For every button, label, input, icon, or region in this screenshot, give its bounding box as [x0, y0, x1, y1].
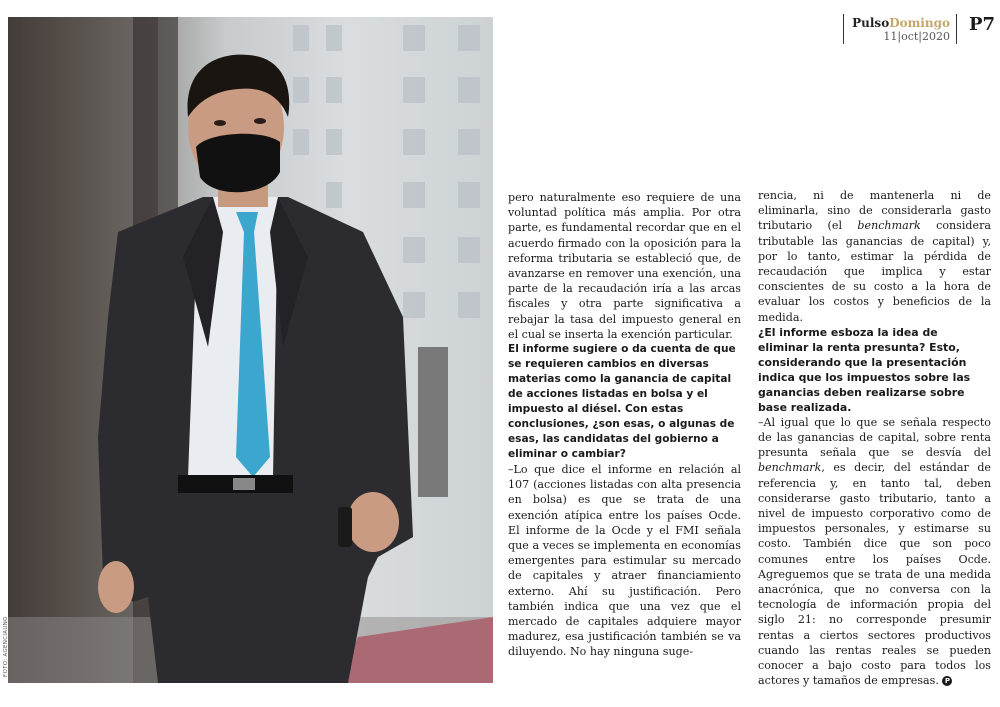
- text-run: considera tributable las ganancias de capital) y, por lo tanto, estimar la pérdida de recaudación que implica y estar conscientes de su costo a la hora de evaluar los costos y beneficios de la medida.: [758, 219, 992, 324]
- article-column-1: [508, 190, 741, 660]
- interview-question: El informe sugiere o da cuenta de que se requieren cambios en diversas materias como la ganancia de capital de acciones listadas en bolsa y el impuesto al diésel. Con estas conclusiones, ¿son esas, o algunas de esas, las candidatas del gobierno a eliminar o cambiar?: [508, 343, 736, 461]
- article-photo: [8, 17, 493, 683]
- photo-credit-text: FOTO: AGENCIAUNO: [3, 616, 9, 677]
- publication-name: [852, 16, 950, 30]
- article-column-2: [758, 188, 991, 688]
- interview-answer: [758, 415, 991, 689]
- text-run: –Al igual que lo que se señala respecto de las ganancias de capital, sobre renta presunta señala que se desvía del: [758, 415, 991, 460]
- masthead: [843, 14, 957, 44]
- text-run: rencia, ni de mantenerla ni de eliminarla, sino de considerarla gasto tributario (el: [758, 189, 991, 233]
- paragraph: [758, 188, 991, 325]
- text-run: , es decir, del estándar de referencia y, en tanto tal, deben considerarse gasto tributario, tanto a nivel de impuesto corporativo como de impuestos personales, y estimarse su costo. También dice que son poco comunes entre los países Ocde. Agreguemos que se trata de una medida anacrónica, que no conversa con la tecnología de información propia del siglo 21: no corresponde presumir rentas a ciertos sectores productivos cuando las rentas reales se pueden conocer a bajo costo para todos los actores y tamaños de empresas.: [758, 461, 991, 688]
- interview-question: ¿El informe esboza la idea de eliminar la renta presunta? Esto, considerando que la presentación indica que los impuestos sobre las ganancias deben realizarse sobre base realizada.: [758, 325, 971, 414]
- page-number: P7: [968, 14, 995, 35]
- end-of-article-icon: P: [942, 676, 952, 686]
- brand-domingo: Domingo: [889, 16, 950, 30]
- paragraph: pero naturalmente eso requiere de una voluntad política más amplia. Por otra parte, es fundamental recordar que en el acuerdo firmado con la oposición para la reforma tributaria se estableció que, de avanzarse en remover una exención, una parte de la recaudación iría a las arcas fiscales y otra parte significativa a rebajar la tasa del impuesto general en el cual se inserta la exención particular.: [508, 191, 741, 341]
- photo-credit: [0, 560, 8, 680]
- brand-pulso: Pulso: [852, 16, 890, 30]
- emphasis: benchmark: [758, 461, 822, 475]
- issue-date: 11|oct|2020: [883, 30, 950, 43]
- emphasis: benchmark: [857, 219, 921, 233]
- interview-answer: –Lo que dice el informe en relación al 107 (acciones listadas con alta presencia en bolsa) es que se trata de una exención atípica entre los países Ocde. El informe de la Ocde y el FMI señala que a veces se implementa en economías emergentes para estimular su mercado de capitales y atraer financiamiento externo. Ahí su justificación. Pero también indica que una vez que el mercado de capitales adquiere mayor madurez, esa justificación también se va diluyendo. No hay ninguna suge-: [508, 463, 741, 659]
